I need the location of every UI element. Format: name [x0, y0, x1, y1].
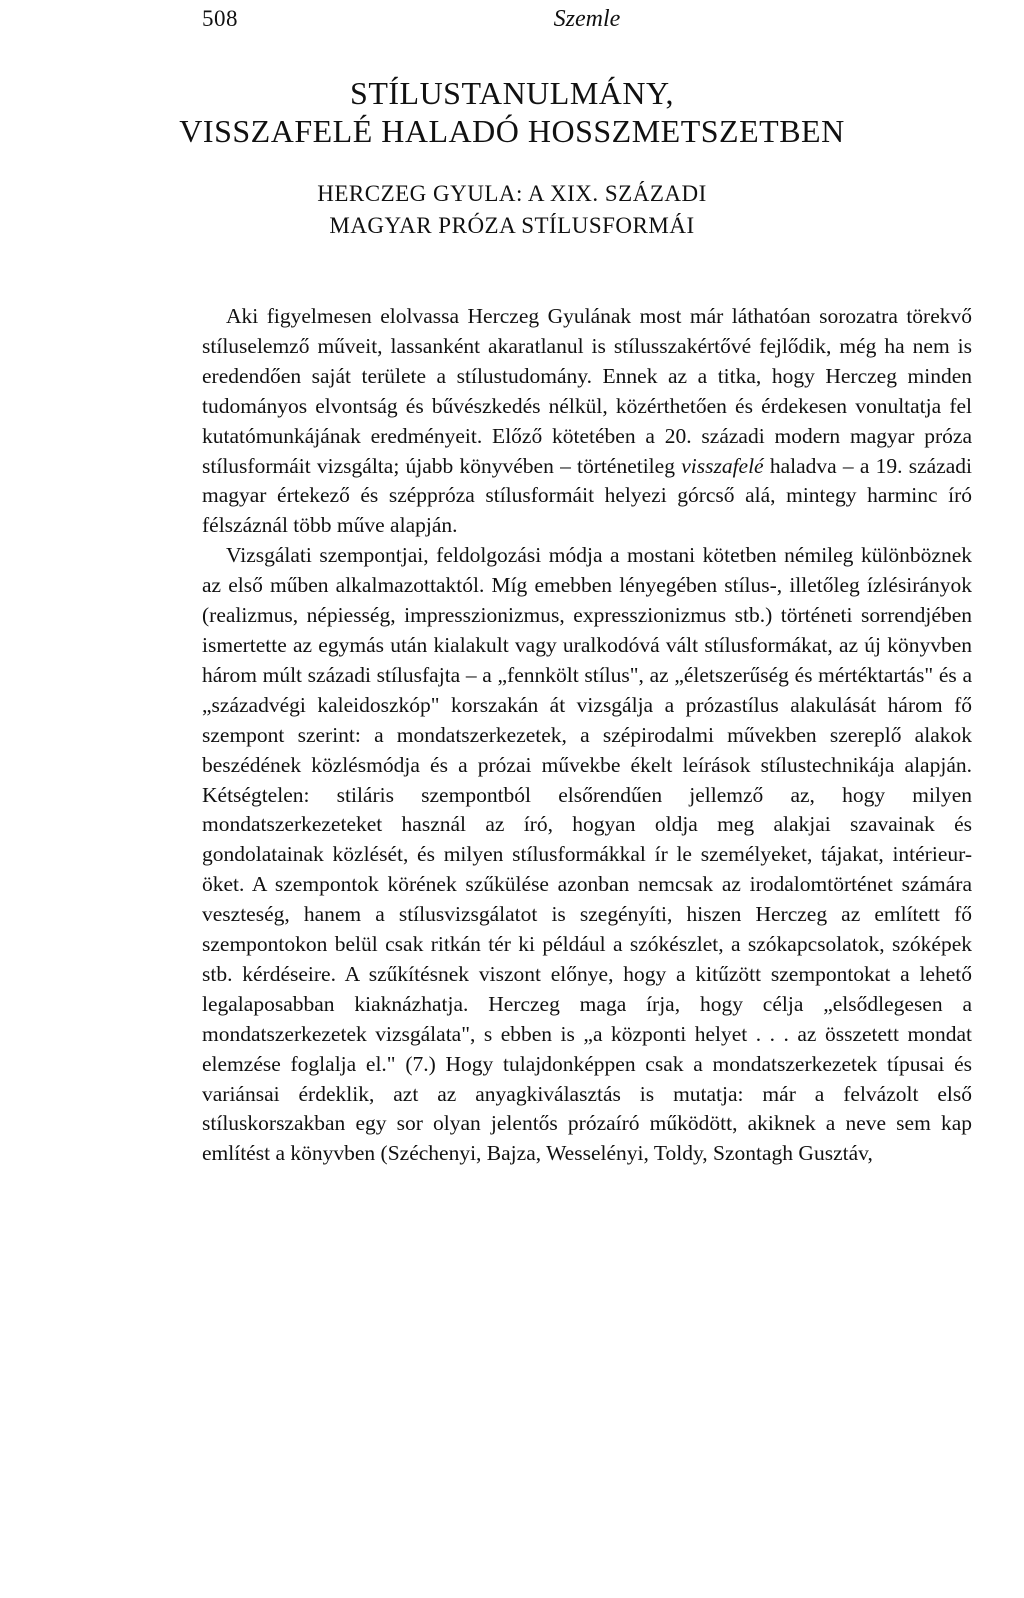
paragraph-1-emphasis: visszafelé — [681, 453, 764, 478]
article-title — [150, 74, 874, 150]
reviewed-book-title — [200, 178, 824, 242]
article-title-line-2: VISSZAFELÉ HALADÓ HOSSZMETSZETBEN — [179, 113, 845, 149]
running-head: Szemle — [553, 6, 621, 32]
reviewed-book-title-line-1: HERCZEG GYULA: A XIX. SZÁZADI — [317, 181, 707, 206]
page-number: 508 — [202, 6, 238, 31]
article-title-line-1: STÍLUSTANULMÁNY, — [350, 75, 674, 111]
reviewed-book-title-line-2: MAGYAR PRÓZA STÍLUSFORMÁI — [329, 213, 695, 238]
page-header — [202, 6, 972, 40]
paragraph-1 — [202, 302, 972, 541]
paragraph-1-text-b: haladva – a 19. századi magyar értekező és széppróza stílusformáit helyezi górcső alá, mintegy harminc író félszáznál több műve alapján. — [202, 453, 973, 538]
paragraph-1-text-a: Aki figyelmesen elolvassa Herczeg Gyulának most már láthatóan sorozatra törekvő stíluselemző műveit, lassanként akaratlanul is stílusszakértővé fejlődik, még ha nem is eredendően saját területe a stílustudomány. Ennek az a titka, hogy Herczeg minden tudományos elvontság és bűvészkedés nélkül, közérthetően és érdekesen vonultatja fel kutatómunkájának eredményeit. Előző kötetében a 20. századi modern magyar próza stílusformáit vizsgálta; újabb könyvében – történetileg — [202, 304, 972, 478]
paragraph-2: Vizsgálati szempontjai, feldolgozási módja a mostani kötetben némileg különböznek az első műben alkalmazottaktól. Míg emebben lényegében stílus-, illetőleg ízlésirányok (realizmus, népiesség, impresszionizmus, expresszionizmus stb.) történeti sorrendjében ismertette az egymás után kialakult vagy uralkodóvá vált stílusformákat, az új könyvben három múlt századi stílusfajta – a „fennkölt stílus", az „életszerűség és mértéktartás" és a „századvégi kaleidoszkóp" korszakán át vizsgálja a prózastílus alakulását három fő szempont szerint: a mondatszerkezetek, a szépirodalmi művekben szereplő alakok beszédének közlésmódja és a prózai művekbe ékelt leírások stílustechnikája alapján. Kétségtelen: stiláris szempontból elsőrendűen jellemző az, hogy milyen mondatszerkezeteket használ az író, hogyan oldja meg alakjai szavainak és gondolatainak közlését, és milyen stílusformákkal ír le személyeket, tájakat, intérieur-öket. A szempontok körének szűkülése azonban nemcsak az irodalomtörténet számára veszteség, hanem a stílusvizsgálatot is szegényíti, hiszen Herczeg az említett fő szempontokon belül csak ritkán tér ki például a szókészlet, a szókapcsolatok, szóképek stb. kérdéseire. A szűkítésnek viszont előnye, hogy a kitűzött szempontokat a lehető legalaposabban kiaknázhatja. Herczeg maga írja, hogy célja „elsődlegesen a mondatszerkezetek vizsgálata", s ebben is „a központi helyet . . . az összetett mondat elemzése foglalja el." (7.) Hogy tulajdonképpen csak a mondatszerkezetek típusai és variánsai érdeklik, azt az anyagkiválasztás is mutatja: már a felvázolt első stíluskorszakban egy sor olyan jelentős prózaíró működött, akiknek a neve sem kap említést a könyvben (Széchenyi, Bajza, Wesselényi, Toldy, Szontagh Gusztáv, — [202, 543, 972, 1166]
article-body — [202, 302, 972, 1169]
